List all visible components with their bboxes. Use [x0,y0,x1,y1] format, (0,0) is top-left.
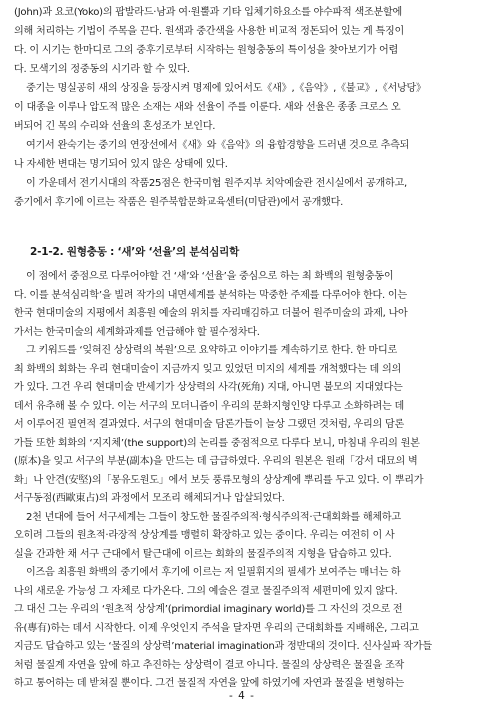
text-line: 중기는 명실공히 새의 상징을 등장시켜 명제에 있어서도《새》,《음악》,《불교》,《서낭당》 [26,83,426,94]
text-line: 중기에서 후기에 이르는 작품은 원주북합문화교육센터(미담관)에서 공개했다. [14,197,344,208]
text-line: 의해 처리하는 기법이 주목을 끈다. 원색과 중간색을 사용한 비교적 정돈되어 있는 게 특징이 [14,26,404,37]
text-line: 다. 이를 분석심리학’을 빌려 작가의 내면세계를 분석하는 막중한 주제를 다루어야 한다. 이는 [14,289,407,301]
text-line: 최 화백의 회화는 우리 현대미술이 지금까지 잊고 있었던 미지의 세계를 개척했다는 데 의의 [14,363,402,375]
text-line: 가들 또한 회화의 ‘지지체’(the support)의 논리를 중점적으로 다루다 보니, 마침내 우리의 원본 [14,437,420,449]
text-line: 유(專有)하는 데서 시작한다. 이제 우엇인지 주석을 달자면 우리의 근대회화를 지배해온, 그리고 [14,622,419,634]
text-line: 다. 모색기의 정중동의 시기라 할 수 있다. [14,64,190,75]
text-line: 데서 유추해 볼 수 있다. 이는 서구의 모더니즘이 우리의 문화지형인양 다루고 소화하려는 데 [14,400,404,412]
section-heading: 2-1-2. 원형충동 : ‘새’와 ‘선율’의 분석심리학 [30,246,240,258]
text-line: 오히려 그들의 원초적·라장적 상상계를 맹렬히 확장하고 있는 중이다. 우리는 여전히 이 사 [14,530,395,541]
text-line: 이즈음 최흥원 화백의 중기에서 후기에 이르는 저 일필휘지의 필세가 보여주는 매너는 하 [26,567,401,578]
text-line: 이 점에서 중점으로 다루어야할 건 ‘새’와 ‘선율’을 중심으로 하는 최 화백의 원형충동이 [26,271,394,282]
text-line: (John)과 요코(Yoko)의 팝발라드·남과 여·원뿔과 기타 입체기하요소를 야수파적 색조분할에 [14,7,403,18]
text-line: 다. 이 시기는 한마디로 그의 중후기로부터 시작하는 원형충동의 특이성을 찾아보기가 어렵 [14,45,399,56]
text-line: 서구동점(西歐東占)의 과정에서 모조리 해체되거나 압살되었다. [14,493,285,504]
text-line: 처럼 물질계 자연을 앞에 하고 추진하는 상상력이 결코 아니다. 물질의 상상력은 물질을 조작 [14,659,404,671]
page-number: - 4 - [229,690,255,702]
text-line: 그 키워드를 ‘잊혀진 상상력의 복원’으로 요약하고 이야기를 계속하기로 한다. 한 마디로 [26,345,397,356]
text-line: (原本)을 잊고 서구의 부분(副本)을 만드는 데 급급하였다. 우리의 원본은 원래「강서 대묘의 벽 [14,456,418,467]
text-line: 가 있다. 그건 우리 현대미술 반세기가 상상력의 사각(死角) 지대, 아니면 불모의 지대였다는 [14,382,403,393]
text-line: 가서는 한국미술의 세계화과제를 언급해야 할 필수정차다. [14,326,260,338]
text-line: 2천 년대에 들어 서구세계는 그들이 창도한 물질주의적·형식주의적·근대회화를 해체하고 [26,511,401,523]
text-line: 그 대신 그는 우리의 ‘원초적 상상계’(primordial imaginary world)를 그 자신의 것으로 전 [14,604,403,615]
text-line: 지금도 답습하고 있는 ‘물질의 상상력’material imagination과 정반대의 것이다. 신사실파 작가들 [14,641,432,652]
text-line: 이 가운데서 전기시대의 작품25점은 한국미협 원주지부 치악예술관 전시실에서 공개하고, [26,178,407,189]
text-line: 서 이루어진 필연적 결과였다. 서구의 현대미술 담론가들이 늘상 그랬던 것처럼, 우리의 담론 [14,419,404,430]
text-line: 나의 새로운 가능성 그 자체로 다가온다. 그의 예술은 결코 물질주의적 세편미에 있지 않다. [14,585,398,597]
text-line: 나 자세한 변대는 명기되어 있지 않은 상태에 있다. [14,159,228,170]
text-line: 화」나 안견(安堅)의「몽유도원도」에서 보듯 풍류모형의 상상계에 뿌리를 두고 있다. 이 뿌리가 [14,474,424,486]
text-line: 이 대종을 이루나 압도적 많은 소재는 새와 선율이 주를 이룬다. 새와 선율은 종종 크로스 오 [14,102,401,113]
text-line: 한국 현대미술의 지평에서 최흥원 예술의 위치를 자리매김하고 더불어 원주미술의 과제, 나아 [14,308,408,319]
text-line: 실을 간과한 채 서구 근대에서 탈근대에 이르는 회화의 물질주의적 지형을 답습하고 있다. [14,548,392,560]
text-line: 하고 통어하는 데 받쳐질 뿐이다. 그건 물질적 자연을 앞에 하였기에 자연과 물질을 변형하는 [14,678,404,689]
text-line: 버되어 긴 목의 수리와 선율의 혼성조가 보인다. [14,121,216,132]
text-line: 여기서 완숙기는 중기의 연장선에서《새》와《음악》의 융합경향을 드러낸 것으로 추측되 [26,140,410,151]
